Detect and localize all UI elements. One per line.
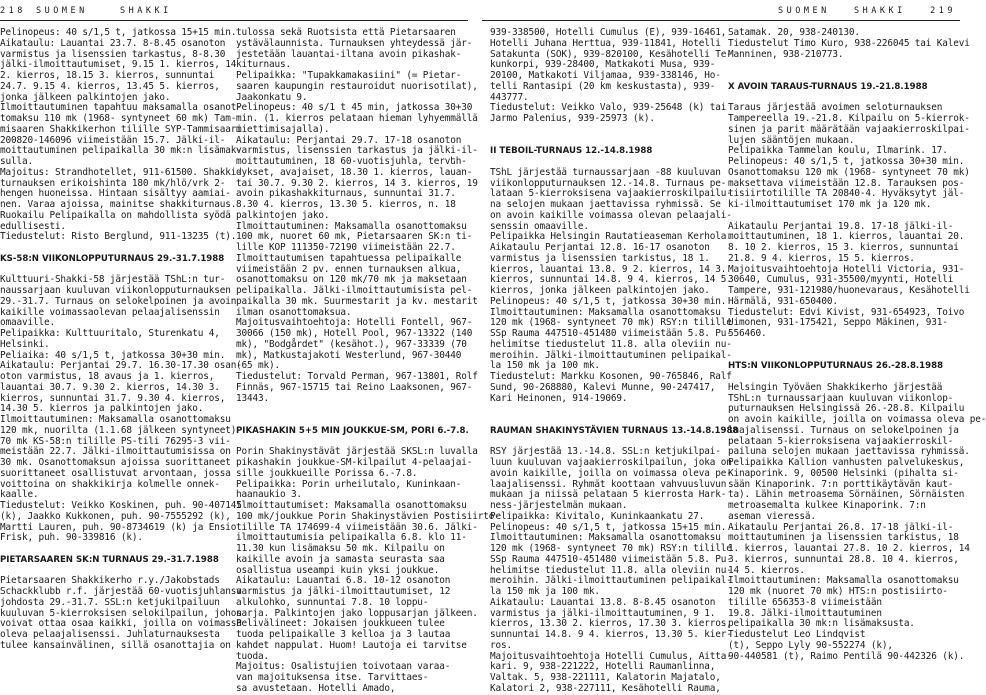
text-line: 13443. (236, 392, 269, 404)
text-line: Tiedustelut Leo Lindqvist (728, 629, 866, 640)
text-line: pelataan 5-kierroksisena vajaakierroskil- (728, 435, 954, 447)
blank-line (728, 60, 960, 71)
text-line: jestetään lauantai-iltana avoin pikashak- (236, 48, 462, 60)
section-heading: X AVOIN TARAUS-TURNAUS 19.-21.8.1988 (728, 81, 928, 92)
text-line: ros. (490, 639, 512, 651)
text-line: Aikataulu: Lauantai 6.8. 10-12 osanoton (236, 575, 451, 587)
text-line: kari. 9, 938-221222, Hotelli Raumanlinna, (490, 661, 716, 673)
text-column (236, 27, 500, 694)
page-number: 219 (930, 6, 956, 16)
text-column (728, 27, 986, 683)
text-line: Pelinopeus: 40 s/1,5 t, jatkossa 30+30 min. (728, 156, 965, 167)
text-line: varmistus ja lisenssien tarkastus, 8-8.30 (0, 48, 226, 60)
text-line: Aikataulu: Lauantai 23.7. 8-8.45 osanoton (0, 37, 226, 49)
text-line: mk), Matkustajakoti Westerlund, 967-30440 (236, 349, 462, 361)
text-line: varmistus ja jälki-ilmoittautuminen, 9 1. (490, 607, 716, 619)
text-line: meistään 22.7. Jälki-ilmoittautumisissa on (0, 446, 231, 458)
text-line: 30 mk. Osanottomaksun ajoissa suorittaneet (0, 457, 231, 468)
text-line: alkulohko, sunnuntai 7.8. 10 loppu- (236, 596, 429, 608)
section-heading: HTS:N VIIKONLOPPUTURNAUS 26.-28.8.1988 (728, 361, 944, 372)
text-line: Frisk, puh. 90-339816 (k). (0, 532, 143, 544)
header-magazine-name: SHAKKI (120, 6, 172, 16)
text-line: Majoitusvaihtoehtoja: Hotelli Fontell, 967- (236, 317, 473, 329)
text-line: moittautuminen, 18 60-vuotisjuhla, tervեh- (236, 156, 467, 167)
text-line: 939-338500, Hotelli Cumulus (E), 939-16461, (490, 27, 727, 38)
text-line: palkintojen jako. (236, 209, 330, 221)
blank-line (0, 544, 232, 555)
text-line: Porin Shakinystävät järjestää SKSL:n luvalla (236, 446, 478, 458)
text-line: kunkorpi, 939-28400, Matkakoti Musa, 939- (490, 59, 716, 71)
text-line: Majoitusvaihtoehtoja Hotelli Victoria, 931- (728, 263, 965, 275)
text-line: kierros, lauantai 13.8. 9 2. kierros, 14 3. (490, 263, 727, 275)
text-line: Majoitus: Osalistujien toivotaan varaa- (236, 661, 451, 673)
text-line: maksettava viimeistään 12.8. Tarauksen pos- (728, 177, 965, 189)
text-line: Aikataulu: Perjantai 29.7. 16.30-17.30 osan- (0, 360, 242, 372)
text-line: Aikataulu: Perjantai 29.7. 17-18 osanoton (236, 134, 462, 146)
text-line: Pelipaikka: "Tupakkamakasiini" (= Pietar- (236, 70, 462, 81)
text-line: laajalisenssi. Ryhmät koottaan vahvuusluvun (490, 478, 727, 490)
text-line: nen. Varaa ajoissa, mainitse shakkiturnaus. (0, 199, 237, 210)
section-heading: PIETARSAAREN SK:N TURNAUS 29.-31.7.1988 (0, 554, 219, 565)
text-line: tuoda pelipaikalle 3 kelloa ja 3 lautaa (236, 629, 451, 640)
text-line: Osanottomaksu 120 mk (1968- syntyneet 70 mk) (728, 166, 970, 178)
text-line: Pelinopeus: 40 s/1,5 t, jatkossa 30+30 min. (490, 295, 727, 307)
text-line: 3. kierros, sunnuntai 28.8. 10 4. kierros, (728, 553, 959, 565)
text-line: lille KOP 111350-72190 viimeistään 22.7. (236, 242, 456, 253)
text-line: kaalle. (0, 489, 39, 501)
text-line: Kari Heinonen, 914-19069. (490, 392, 628, 404)
text-line: la 150 mk ja 100 mk. (490, 360, 600, 372)
text-line: 1. kierros, lauantai 27.8. 10 2. kierros, 14 (728, 543, 970, 554)
text-line: meroihin. Jälki-ilmoittautuminen pelipaikal- (490, 349, 732, 361)
text-line: ystävälaunnista. Turnauksen yhteydessä jär- (236, 37, 473, 49)
text-line: Tampereella 19.-21.8. Kilpailu on 5-kierrok- (728, 113, 970, 124)
text-line: Pelinopeus: 40 s/1,5 t, jatkossa 15+15 min. (0, 27, 237, 38)
text-line: (k), Jaakko Kukkonen, puh. 90-7555292 (k), (0, 510, 231, 522)
text-line: la 150 mk ja 100 mk. (490, 586, 600, 597)
text-line: omaaville. (0, 317, 55, 329)
blank-line (728, 351, 960, 362)
text-line: Pelipaikka: Kivitalo, Kuninkaankatu 27. (490, 510, 705, 522)
text-line: na selojen mukaan jaettavissa ryhmissä. Se (490, 199, 721, 210)
text-line: pelipaikalla 30 mk:n lisämaksusta. (728, 618, 915, 630)
text-line: 120 mk (1968- syntyneet 70 mk) RSY:n tilille (490, 317, 732, 329)
text-line: Majoitusvaihtoehtoja Hotelli Cumulus, Aitta- (490, 650, 732, 662)
section-heading: KS-58:N VIIKONLOPPUTURNAUS 29.-31.7.1988 (0, 253, 225, 264)
right-page-header (482, 2, 960, 21)
text-line: Ilmoittautuminen: Maksamalla osanottomaksu (236, 220, 467, 232)
text-line: Jaakonkatu 9. (236, 91, 308, 103)
text-line: Pelinopeus: 40 s/1,5 t, jatkossa 15+15 min. (490, 521, 727, 533)
text-line: on avoin kaikille voimassa olevan pelaajali- (490, 209, 732, 221)
text-line: Helsingin Työväen Shakkikerho järjestää (728, 381, 943, 393)
text-line: Hotelli Juhana Herttua, 939-11841, Hotelli (490, 37, 721, 49)
text-line: TShL:n turnaussarjaan kuuluvan viikonlop- (728, 392, 954, 404)
text-line: Taraus järjestää avoimen seloturnauksen (728, 102, 943, 114)
text-line: jälki-ilmoittautumiset, 9.15 1. kierros, 14 (0, 59, 237, 71)
text-line: sunnuntai 14.8. 9 4. kierros, 13.30 5. kier- (490, 629, 732, 640)
text-line: kaikille avoin ja samasta seurasta saa (236, 553, 445, 565)
text-line: tilille TA 174699-4 viimeistään 30.6. Jälki- (236, 521, 478, 533)
blank-line (490, 404, 722, 415)
text-line: kuuluvan 5-kierroksisen selokilpailun, johon (0, 607, 242, 619)
text-line: 20100, Matkakoti Viljamaa, 939-338146, Ho- (490, 70, 721, 81)
section-heading: II TEBOIL-TURNAUS 12.-14.8.1988 (490, 146, 653, 157)
text-line: Tiedustelut: Risto Berglund, 911-13235 (t). (0, 231, 237, 243)
text-line: kierros, jonka jälkeen palkintojen jako. (490, 285, 710, 296)
text-line: 30640, Cumulus, 931-35500/myynti, Hotelli (728, 274, 954, 286)
text-line: haanaukio 3. (236, 489, 302, 501)
text-line: ilman osanottomaksua. (236, 306, 352, 318)
text-line: kahdet nappulat. Huom! Lautoja ei tarvitse (236, 639, 467, 651)
text-line: 14 5. kierros. (728, 564, 805, 576)
text-line: oton varmistus, 18 avaus ja 1. kierros, (0, 371, 215, 382)
text-line: Pelipaikka Tammelan koulu, Ilmarink. 17. (728, 145, 948, 157)
text-line: aseman vieressä. (728, 510, 816, 522)
text-line: suorittaneet osallistuvat arvontaan, jossa (0, 467, 231, 479)
text-line: Aikataulu Perjantai 26.8. 17-18 jälki-il- (728, 521, 954, 533)
text-line: turnauksen erikoishinta 180 mk/hlö/vrk 2- (0, 177, 226, 189)
text-line: viikonlopputurnauksen 12.-14.8. Turnaus pe- (490, 177, 727, 189)
text-line: naussarjaan kuuluvan viikonlopputurnauksen (0, 285, 231, 296)
text-line: Peliaika: 40 s/1,5 t, jatkossa 30+30 min. (0, 349, 226, 361)
text-line: edullisesti. (0, 220, 66, 232)
blank-line (236, 404, 468, 415)
text-line: sa avustetaan. Hotelli Amado, (236, 682, 396, 694)
text-line: Pelipaikka Helsingin Rautatieaseman Kerhola. (490, 231, 732, 243)
text-line: johdosta 29.-31.7. SSL:n ketjukilpailuun (0, 596, 220, 608)
text-line: laajalisenssi. Turnaus on selokelpoinen ja (728, 424, 959, 436)
text-line: kiturnaus. (236, 59, 291, 71)
text-line: 120 mk (nuoret 70 mk) HTS:n postisiirto- (728, 586, 948, 597)
text-line: 24.7. 9.15 4. kierros, 13.45 5. kierros, (0, 80, 220, 92)
text-line: tulossa sekä Ruotsista että Pietarsaaren (236, 27, 456, 38)
text-line: Aikataulu: Lauantai 13.8. 8-8.45 osanoton (490, 596, 716, 608)
text-line: moittautuminen pelipaikalla 30 mk:n lisämak- (0, 145, 242, 157)
text-line: 200820-146096 viimeistään 15.7. Jälki-il- (0, 134, 226, 146)
text-line: Aikataulu Perjantai 12.8. 16-17 osanoton (490, 242, 710, 253)
text-line: jonka jälkeen palkintojen jako. (0, 91, 171, 103)
text-line: Sund, 90-268880, Kalevi Munne, 90-247417, (490, 381, 716, 393)
text-line: Tiedustelut: Edvi Kivist, 931-654923, Toivo (728, 306, 965, 318)
text-line: tuoda. (236, 650, 269, 662)
text-line: Kalatori 2, 938-227111, Kesähotelli Rauma, (490, 682, 721, 694)
text-line: tai 30.7. 9.30 2. kierros, 14 3. kierros, 19 (236, 177, 478, 189)
text-line: miettimisajalla). (236, 123, 330, 135)
text-line: ki-ilmoittautumiset 170 mk ja 120 mk. (728, 199, 932, 210)
text-line: 120 mk, nuorilta (1.1.68 jälkeen syntyneet) (0, 424, 237, 436)
text-line: sinen ja parit määrätään vajaakierroskilpai- (728, 123, 970, 135)
text-line: Schackklubb r.f. järjestää 60-vuotisjuhlansa (0, 586, 242, 597)
text-line: varmistus ja jälki-ilmoittautumiset, 12 (236, 586, 451, 597)
text-line: Tiedustelut: Markku Kosonen, 90-765846, Ralf (490, 371, 732, 382)
text-line: pailuna selojen mukaan jaettavissa ryhmissä. (728, 446, 970, 458)
blank-line (490, 415, 722, 426)
text-line: Uimonen, 931-175421, Seppo Mäkinen, 931- (728, 317, 948, 329)
blank-line (236, 415, 468, 426)
text-line: 120 mk (1968- syntyneet 70 mk) RSY:n tilille (490, 543, 732, 554)
header-magazine-name: SUOMEN (36, 6, 88, 16)
text-line: moittautuminen ja lisenssien tarkistus, 18 (728, 532, 959, 544)
text-line: helimitse tiedustelut 11.8. alla oleviin nu- (490, 564, 732, 576)
text-line: 100 mk, nuoret 60 mk, Pietarsaaren SK:n ti- (236, 231, 473, 243)
text-line: RSY järjestää 13.-14.8. SSL:n ketjukilpai- (490, 446, 721, 458)
text-line: Härmälä, 931-650400. (728, 295, 838, 307)
text-line: Ilmoittautuminen: Maksamalla osanottomaksu (728, 575, 959, 587)
blank-line (728, 340, 960, 351)
text-line: Majoitus: Strandhotellet, 911-61500. Shakki- (0, 166, 242, 178)
text-line: 70 mk KS-58:n tilille PS-tili 76295-3 vii- (0, 435, 231, 447)
text-line: Ilmoittautuminen: Maksamalla osanottomaksu (0, 414, 231, 425)
text-line: moittautuminen, 18 1. kierros, lauantai 20. (728, 231, 965, 243)
text-line: ilmoittautumisia pelipaikalla 6.8. klo 11- (236, 532, 467, 544)
text-line: sarja. Palkintojen jako loppusarjan jälkeen. (236, 607, 478, 619)
text-line: Satakunta (SOK), 939-820100, Kesähotelli Te- (490, 48, 732, 60)
text-line: Ilmoittautuminen: Maksamalla osanottomaksu (490, 306, 721, 318)
text-line: 30066 (150 mk), Hotell Pool, 967-13322 (140 (236, 328, 473, 339)
text-line: SSp Rauma 447510-451480 viimeistään 5.8. Pu- (490, 553, 732, 565)
text-line: Tiedustelut: Veikko Koskinen, puh. 90-407145 (0, 500, 242, 511)
text-line: Pelipaikka Kallion vanhusten palvelukeskus, (728, 457, 965, 468)
text-line: tilille 656353-8 viimeistään (728, 596, 882, 608)
text-line: Kinaporink. 9, 00500 Helsinki (pihalta si- (728, 467, 959, 479)
text-line: lauantai 30.7. 9.30 2. kierros, 14.30 3. (0, 381, 220, 393)
text-line: Pelinopeus: 40 s/1 t 45 min, jatkossa 30+30 (236, 102, 473, 114)
text-line: osanottomaksu on 120 mk/70 mk ja maksetaan (236, 274, 467, 286)
text-line: sään Kinaporink. 7:n porttikäytävän kaut- (728, 478, 954, 490)
text-line: kierros, sunnuntai 14.8. 9 4. kierros, 14 5. (490, 274, 732, 286)
text-line: Tampere, 931-121980/huonevaraus, Kesähotelli (728, 285, 970, 296)
blank-line (0, 243, 232, 254)
text-column (490, 27, 739, 694)
text-line: Ruokailu Pelipaikalla on mahdollista syödä (0, 209, 231, 221)
text-line: (t), Seppo Lyly 90-552274 (k), (728, 639, 893, 651)
section-heading: PIKASHAKIN 5+5 MIN JOUKKUE-SM, PORI 6.-7.8. (236, 425, 469, 436)
text-line: Pelivälineet: Jokaisen joukkueen tulee (236, 618, 445, 630)
blank-line (728, 211, 960, 222)
text-line: mukaan ja niissä pelataan 5 kierrosta Hark- (490, 489, 727, 501)
text-line: misaaren Shakkikerhon tilille SYP-Tammisaari (0, 123, 242, 135)
text-line: avoin pikashakkiturnaus, sunnuntai 31.7. (236, 188, 456, 200)
right-page (482, 0, 986, 694)
text-line: osallistua useampi kuin yksi joukkue. (236, 564, 440, 576)
text-line: avoin kaikille, joilla on voimassa oleva pe- (490, 467, 732, 479)
text-line: TShL järjestää turnaussarjaan -88 kuuluvan (490, 166, 721, 178)
left-page-header (0, 2, 468, 21)
text-line: Tiedustelut: Torvald Perman, 967-13801, Rolf (236, 371, 478, 382)
blank-line (490, 136, 722, 147)
text-line: on avoin kaikille, joilla on voimassa oleva pe- (728, 414, 986, 425)
text-line: 29.-31.7. Turnaus on selokelpoinen ja avoin (0, 295, 237, 307)
blank-line (728, 71, 960, 82)
text-line: Ilmoittautumiset: Maksamalla osanottomaksu (236, 500, 467, 511)
text-line: Aikataulu Perjantai 19.8. 17-18 jälki-il- (728, 220, 954, 232)
text-column (0, 27, 242, 683)
text-line: hengen huoneissa. Hintaan sisältyy aamiai- (0, 188, 231, 200)
text-line: Ilmoittautuminen: Maksamalla osanottomaksu (490, 532, 721, 544)
text-line: puturnauksen Helsingissä 26.-28.8. Kilpailu (728, 403, 965, 415)
text-line: pelipaikalla. Jälki-ilmoittautumisista pel- (236, 285, 473, 296)
text-line: 90-440581 (t), Raimo Pentilä 90-442326 (k). (728, 650, 965, 662)
text-line: dykset, avajaiset, 18.30 1. kierros, lauan- (236, 166, 473, 178)
text-line: Pelipaikka: Kulttuuritalo, Sturenkatu 4, (0, 328, 220, 339)
text-line: 19.8. Jälki-ilmoittautuminen (728, 607, 882, 619)
text-line: tulee kansainvälinen, sillä osanottajia on (0, 639, 231, 651)
text-line: Martti Lauren, puh. 90-8734619 (k) ja Ensio (0, 521, 237, 533)
section-heading: RAUMAN SHAKINYSTÄVIEN TURNAUS 13.-14.8.1988 (490, 425, 739, 436)
text-line: ta). Lähin metroasema Sörnäinen, Sörnäisten (728, 489, 965, 501)
text-line: senssin omaaville. (490, 220, 589, 232)
text-line: varmistus ja lisenssien tarkistus, 18 1. (490, 252, 710, 264)
text-line: SSp Rauma 447510-451480 viimeistään 5.8. Pu- (490, 328, 732, 339)
text-line: Satamak. 20, 938-240130. (728, 27, 860, 38)
text-line: sulla. (0, 156, 33, 167)
text-line: kierros, sunnuntai 31.7. 9.30 4. kierros, (0, 392, 226, 404)
text-line: 443777. (490, 91, 529, 103)
text-line: 8.30 4. kierros, 13.30 5. kierros, n. 18 (236, 199, 456, 210)
text-line: 2. kierros, 18.15 3. kierros, sunnuntai (0, 70, 215, 81)
text-line: tomaksu 110 mk (1968- syntyneet 60 mk) Tam- (0, 113, 237, 124)
text-line: Valtak. 5, 938-221111, Kalatorin Majatalo, (490, 672, 721, 683)
text-line: Pietarsaaren Shakkikerho r.y./Jakobstads (0, 575, 220, 587)
text-line: voivat ottaa osaa kaikki, joilla on voimassa (0, 618, 242, 630)
header-magazine-name: SUOMEN (778, 6, 830, 16)
text-line: kaikille voimassaolevan pelaajalisenssin (0, 306, 220, 318)
text-line: 556460. (728, 328, 767, 339)
text-line: Ilmoittautumisen tapahtuessa pelipaikalle (236, 252, 462, 264)
text-line: tisiirtotilille TA 20840-4. Hyväksytyt jäl- (728, 188, 965, 200)
text-line: 11.30 kun lisämaksu 50 mk. Kilpailu on (236, 543, 445, 554)
page-number: 218 (0, 6, 26, 16)
text-line: 14.30 5. kierros ja palkintojen jako. (0, 403, 204, 415)
text-line: Tiedustelut: Veikko Valo, 939-25648 (k) tai (490, 102, 727, 114)
text-line: telli Rantasipi (20 km keskustasta), 939- (490, 80, 716, 92)
text-line: varmistus, lisenssien tarkastus ja jälki-il- (236, 145, 478, 157)
text-line: Finnäs, 967-15715 tai Reino Laaksonen, 967- (236, 381, 473, 393)
text-line: min. (1. kierros pelataan hieman lyhyemmällä (236, 113, 478, 124)
text-line: 8. 10 2. kierros, 15 3. kierros, sunnuntai (728, 242, 959, 253)
blank-line (490, 125, 722, 136)
text-line: van majoituksensa itse. Tarvittaes- (236, 672, 429, 683)
text-line: Ilmoittautuminen tapahtuu maksamalla osanot- (0, 102, 242, 114)
text-line: pikashakin joukkue-SM-kilpailut 4-pelaajai- (236, 457, 473, 468)
text-line: Manninen, 938-210773. (728, 48, 844, 60)
text-line: 100 mk/joukkue Porin Shakinystävien Postisiirto- (236, 510, 500, 522)
text-line: paikalla 30 mk. Suurmestarit ja kv. mestarit (236, 295, 478, 307)
header-magazine-name: SHAKKI (854, 6, 906, 16)
text-line: lujen sääntöjen mukaan. (728, 134, 855, 146)
text-line: mk), "Bodgårdet" (kesähot.), 967-33339 (70 (236, 338, 467, 350)
text-line: ness-järjestelmän mukaan. (490, 500, 628, 511)
text-line: Helsinki. (0, 338, 50, 350)
text-line: helimitse tiedustelut 11.8. alla oleviin nu- (490, 338, 732, 350)
text-line: 21.8. 9 4. kierros, 15 5. kierros. (728, 252, 915, 264)
text-line: Jarmo Palenius, 939-25973 (k). (490, 113, 655, 124)
text-line: saaren kaupungin restauroidut nuorisotilat), (236, 80, 478, 92)
text-line: meroihin. Jälki-ilmoittautuminen pelipaikal- (490, 575, 732, 587)
text-line: lataan 5-kierroksisena vajaakierroskilpailu- (490, 188, 732, 200)
text-line: sille joukkueille Porissa 6.-7.8. (236, 467, 418, 479)
text-line: oleva pelaajalisenssi. Juhlaturnauksesta (0, 629, 220, 640)
text-line: Tiedustelut Timo Kuro, 938-226045 tai Kalevi (728, 37, 970, 49)
text-line: metroasemalta kulkee Kinaporink. 7:n (728, 500, 926, 511)
text-line: viimeistään 2 pv. ennen turnauksen alkua, (236, 263, 462, 275)
text-line: voittoina on shakkikirja kolmelle onnek- (0, 478, 220, 490)
text-line: Kulttuuri-Shakki-58 järjestää TShL:n tur- (0, 274, 226, 286)
text-line: Pelipaikka: Porin urheilutalo, Kuninkaan- (236, 478, 462, 490)
text-line: luun kuuluvan vajaakierroskilpailun, joka on (490, 457, 732, 468)
text-line: kierros, 13.30 2. kierros, 17.30 3. kierros, (490, 618, 732, 630)
text-line: (65 mk). (236, 360, 280, 372)
